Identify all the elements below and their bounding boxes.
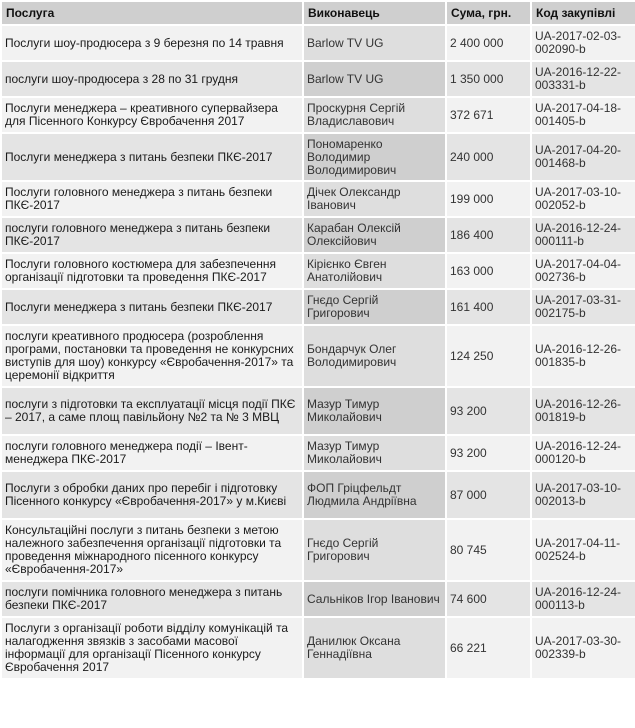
cell-vendor: Данилюк Оксана Геннадіївна (304, 618, 445, 678)
cell-vendor: Мазур Тимур Миколайович (304, 436, 445, 470)
cell-amount: 161 400 (447, 290, 530, 324)
cell-service: Послуги менеджера з питань безпеки ПКЄ-2017 (2, 134, 302, 180)
table-row (2, 218, 635, 252)
header-code: Код закупівлі (532, 2, 635, 24)
cell-amount: 87 000 (447, 472, 530, 518)
cell-service: послуги шоу-продюсера з 28 по 31 грудня (2, 62, 302, 96)
table-row (2, 520, 635, 580)
cell-service: послуги помічника головного менеджера з питань безпеки ПКЄ-2017 (2, 582, 302, 616)
cell-amount: 93 200 (447, 388, 530, 434)
table-row (2, 134, 635, 180)
cell-code: UA-2017-03-10-002013-b (532, 472, 635, 518)
cell-vendor: Мазур Тимур Миколайович (304, 388, 445, 434)
cell-vendor: Пономаренко Володимир Володимирович (304, 134, 445, 180)
cell-service: послуги креативного продюсера (розроблення програми, постановки та проведення не конкурсних виступів для шоу) конкурсу «Євробачення-2017» та церемонії відкриття (2, 326, 302, 386)
cell-amount: 93 200 (447, 436, 530, 470)
table-row (2, 182, 635, 216)
table-row (2, 582, 635, 616)
cell-service: Послуги менеджера – креативного супервайзера для Пісенного Конкурсу Євробачення 2017 (2, 98, 302, 132)
cell-vendor: Дічек Олександр Іванович (304, 182, 445, 216)
cell-code: UA-2017-03-30-002339-b (532, 618, 635, 678)
cell-service: Послуги менеджера з питань безпеки ПКЄ-2017 (2, 290, 302, 324)
cell-amount: 124 250 (447, 326, 530, 386)
cell-code: UA-2016-12-24-000111-b (532, 218, 635, 252)
header-amount: Сума, грн. (447, 2, 530, 24)
table-row (2, 290, 635, 324)
table-row (2, 472, 635, 518)
header-vendor: Виконавець (304, 2, 445, 24)
cell-code: UA-2017-03-10-002052-b (532, 182, 635, 216)
cell-amount: 372 671 (447, 98, 530, 132)
cell-code: UA-2016-12-22-003331-b (532, 62, 635, 96)
cell-vendor: Карабан Олексій Олексійович (304, 218, 445, 252)
cell-code: UA-2017-04-18-001405-b (532, 98, 635, 132)
cell-service: послуги з підготовки та експлуатації місця події ПКЄ – 2017, а саме площ павільйону №2 та № 3 МВЦ (2, 388, 302, 434)
cell-amount: 80 745 (447, 520, 530, 580)
table-body (2, 26, 635, 678)
cell-amount: 163 000 (447, 254, 530, 288)
cell-vendor: Бондарчук Олег Володимирович (304, 326, 445, 386)
table-row (2, 26, 635, 60)
cell-amount: 74 600 (447, 582, 530, 616)
cell-code: UA-2017-04-20-001468-b (532, 134, 635, 180)
cell-service: послуги головного менеджера події – Івент-менеджера ПКЄ-2017 (2, 436, 302, 470)
cell-vendor: Сальніков Ігор Іванович (304, 582, 445, 616)
cell-service: Послуги з організації роботи відділу комунікацій та налагодження звязків з засобами масової інформації для організації Пісенного конкурсу Євробачення 2017 (2, 618, 302, 678)
cell-service: Консультаційні послуги з питань безпеки з метою належного забезпечення організації підготовки та проведення міжнародного пісенного конкурсу «Євробачення-2017» (2, 520, 302, 580)
cell-code: UA-2016-12-26-001819-b (532, 388, 635, 434)
table-header-row (2, 2, 635, 24)
cell-code: UA-2016-12-24-000113-b (532, 582, 635, 616)
table-row (2, 62, 635, 96)
cell-amount: 66 221 (447, 618, 530, 678)
cell-amount: 2 400 000 (447, 26, 530, 60)
cell-code: UA-2017-02-03-002090-b (532, 26, 635, 60)
cell-code: UA-2016-12-26-001835-b (532, 326, 635, 386)
cell-service: Послуги головного менеджера з питань безпеки ПКЄ-2017 (2, 182, 302, 216)
cell-amount: 186 400 (447, 218, 530, 252)
cell-vendor: Barlow TV UG (304, 62, 445, 96)
cell-vendor: Проскурня Сергій Владиславович (304, 98, 445, 132)
cell-code: UA-2017-03-31-002175-b (532, 290, 635, 324)
header-service: Послуга (2, 2, 302, 24)
cell-vendor: Гнєдо Сергій Григорович (304, 290, 445, 324)
table-row (2, 326, 635, 386)
cell-service: Послуги головного костюмера для забезпечення організації підготовки та проведення ПКЄ-2017 (2, 254, 302, 288)
cell-amount: 240 000 (447, 134, 530, 180)
cell-code: UA-2017-04-04-002736-b (532, 254, 635, 288)
table-row (2, 388, 635, 434)
cell-vendor: Гнєдо Сергій Григорович (304, 520, 445, 580)
cell-code: UA-2017-04-11-002524-b (532, 520, 635, 580)
table-row (2, 254, 635, 288)
table-row (2, 436, 635, 470)
table-row (2, 98, 635, 132)
cell-vendor: Кірієнко Євген Анатолійович (304, 254, 445, 288)
cell-amount: 199 000 (447, 182, 530, 216)
cell-service: Послуги з обробки даних про перебіг і підготовку Пісенного конкурсу «Євробачення-2017» у м.Києві (2, 472, 302, 518)
cell-service: послуги головного менеджера з питань безпеки ПКЄ-2017 (2, 218, 302, 252)
table-row (2, 618, 635, 678)
cell-vendor: Barlow TV UG (304, 26, 445, 60)
cell-amount: 1 350 000 (447, 62, 530, 96)
cell-vendor: ФОП Гріцфельдт Людмила Андріївна (304, 472, 445, 518)
cell-code: UA-2016-12-24-000120-b (532, 436, 635, 470)
cell-service: Послуги шоу-продюсера з 9 березня по 14 травня (2, 26, 302, 60)
